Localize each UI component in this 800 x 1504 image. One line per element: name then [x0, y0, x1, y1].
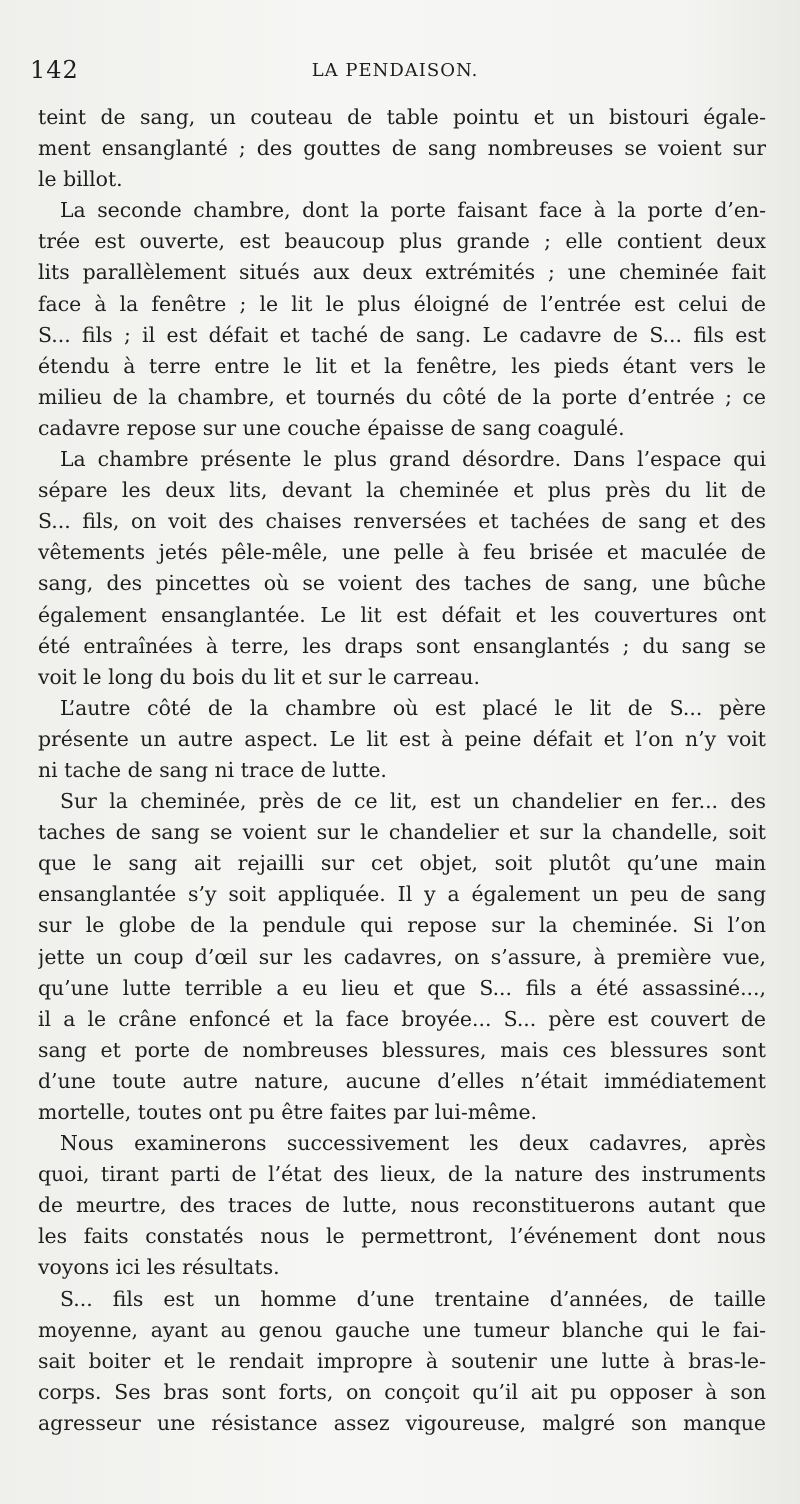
text-line: cadavre repose sur une couche épaisse de sang coagulé. [38, 415, 625, 440]
text-line: voit le long du bois du lit et sur le carreau. [38, 664, 480, 689]
text-line: sang et porte de nombreuses blessures, mais ces blessures sont [38, 1037, 766, 1062]
paragraph [38, 1284, 766, 1439]
text-line: La seconde chambre, dont la porte faisant face à la porte d’en- [60, 198, 766, 223]
text-line: que le sang ait rejailli sur cet objet, soit plutôt qu’une main [38, 851, 766, 876]
text-line: Nous examinerons successivement les deux cadavres, après [60, 1131, 766, 1156]
text-line: face à la fenêtre ; le lit le plus éloigné de l’entrée est celui de [38, 291, 766, 316]
page-number: 142 [30, 56, 79, 84]
text-line: agresseur une résistance assez vigoureuse, malgré son manque [38, 1410, 766, 1435]
text-line: sang, des pincettes où se voient des taches de sang, une bûche [38, 571, 766, 596]
text-line: teint de sang, un couteau de table pointu et un bistouri égale- [38, 105, 766, 129]
text-line: les faits constatés nous le permettront, l’événement dont nous [38, 1224, 766, 1249]
text-line: étendu à terre entre le lit et la fenêtre, les pieds étant vers le [38, 353, 766, 378]
text-line: de meurtre, des traces de lutte, nous reconstituerons autant que [38, 1193, 766, 1218]
paragraph [38, 786, 766, 1128]
text-line: corps. Ses bras sont forts, on conçoit qu’il ait pu opposer à son [38, 1379, 766, 1404]
text-line: S... fils, on voit des chaises renversées et tachées de sang et des [38, 509, 766, 534]
text-line: Sur la cheminée, près de ce lit, est un chandelier en fer... des [60, 789, 766, 814]
text-line: qu’une lutte terrible a eu lieu et que S... fils a été assassiné..., [38, 975, 766, 1000]
text-line: ensanglantée s’y soit appliquée. Il y a également un peu de sang [38, 882, 766, 907]
paragraph [38, 444, 766, 693]
text-line: S... fils ; il est défait et taché de sang. Le cadavre de S... fils est [38, 322, 766, 347]
text-line: taches de sang se voient sur le chandelier et sur la chandelle, soit [38, 820, 766, 845]
text-line: ni tache de sang ni trace de lutte. [38, 757, 387, 782]
running-title: LA PENDAISON. [311, 60, 479, 81]
text-line: S... fils est un homme d’une trentaine d’années, de taille [60, 1286, 766, 1311]
text-line: moyenne, ayant au genou gauche une tumeur blanche qui le fai- [38, 1317, 766, 1342]
paragraph [38, 693, 766, 786]
text-line: L’autre côté de la chambre où est placé le lit de S... père [60, 695, 766, 720]
text-line: sépare les deux lits, devant la cheminée et plus près du lit de [38, 478, 766, 503]
text-line: milieu de la chambre, et tournés du côté de la porte d’entrée ; ce [38, 384, 766, 409]
text-line: lits parallèlement situés aux deux extrémités ; une cheminée fait [38, 260, 766, 285]
paragraph [38, 1128, 766, 1283]
text-line: sait boiter et le rendait impropre à soutenir une lutte à bras-le- [38, 1348, 766, 1373]
text-line: voyons ici les résultats. [38, 1255, 280, 1280]
text-line: quoi, tirant parti de l’état des lieux, de la nature des instruments [38, 1162, 766, 1187]
text-line: également ensanglantée. Le lit est défait et les couvertures ont [38, 602, 766, 627]
text-line: La chambre présente le plus grand désordre. Dans l’espace qui [60, 447, 766, 472]
paragraph [38, 195, 766, 444]
text-line: été entraînées à terre, les draps sont ensanglantés ; du sang se [38, 633, 766, 658]
text-line: ment ensanglanté ; des gouttes de sang nombreuses se voient sur [38, 136, 766, 161]
paragraph [38, 102, 766, 195]
text-line: présente un autre aspect. Le lit est à peine défait et l’on n’y voit [38, 726, 766, 751]
page-header [30, 56, 760, 92]
text-line: d’une toute autre nature, aucune d’elles n’était immédiatement [38, 1068, 766, 1093]
text-line: jette un coup d’œil sur les cadavres, on s’assure, à première vue, [38, 944, 766, 969]
text-line: il a le crâne enfoncé et la face broyée... S... père est couvert de [38, 1006, 766, 1031]
text-line: le billot. [38, 167, 123, 192]
text-line: mortelle, toutes ont pu être faites par lui-même. [38, 1100, 538, 1124]
text-line: vêtements jetés pêle-mêle, une pelle à feu brisée et maculée de [38, 540, 766, 565]
body-text [38, 102, 766, 1439]
text-line: trée est ouverte, est beaucoup plus grande ; elle contient deux [38, 229, 766, 254]
text-line: sur le globe de la pendule qui repose sur la cheminée. Si l’on [38, 913, 766, 938]
